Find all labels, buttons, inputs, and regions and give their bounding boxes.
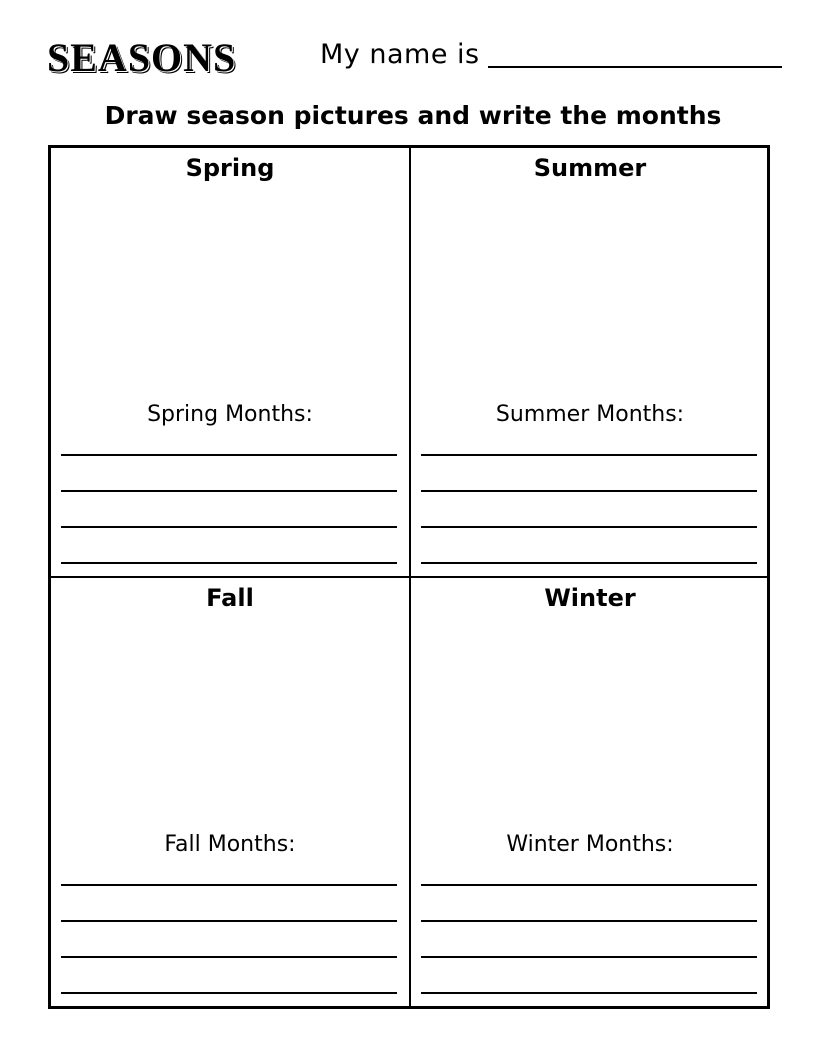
month-write-line[interactable] [61,920,397,922]
seasons-grid [48,145,770,1009]
month-write-line[interactable] [61,956,397,958]
month-write-line[interactable] [421,992,757,994]
name-label: My name is [320,39,480,70]
season-cell-winter[interactable] [411,578,769,1006]
months-label: Fall Months: [164,832,296,857]
month-write-line[interactable] [61,562,397,564]
instructions: Draw season pictures and write the months [104,101,722,130]
season-cell-spring[interactable] [51,148,409,576]
month-write-line[interactable] [61,454,397,456]
month-write-line[interactable] [61,884,397,886]
season-cell-summer[interactable] [411,148,769,576]
month-write-line[interactable] [421,884,757,886]
months-label: Spring Months: [147,402,313,427]
months-label: Winter Months: [506,832,674,857]
month-write-line[interactable] [421,526,757,528]
name-write-line[interactable] [488,66,782,68]
month-write-line[interactable] [61,992,397,994]
month-write-line[interactable] [61,526,397,528]
month-write-line[interactable] [421,562,757,564]
season-title: Winter [544,584,636,612]
month-write-line[interactable] [421,454,757,456]
month-write-line[interactable] [421,956,757,958]
month-write-line[interactable] [421,490,757,492]
season-cell-fall[interactable] [51,578,409,1006]
season-title: Fall [206,584,254,612]
month-write-line[interactable] [61,490,397,492]
month-write-line[interactable] [421,920,757,922]
season-title: Summer [533,154,647,182]
season-title: Spring [185,154,275,182]
months-label: Summer Months: [495,402,685,427]
worksheet-title: SEASONS [47,35,237,80]
